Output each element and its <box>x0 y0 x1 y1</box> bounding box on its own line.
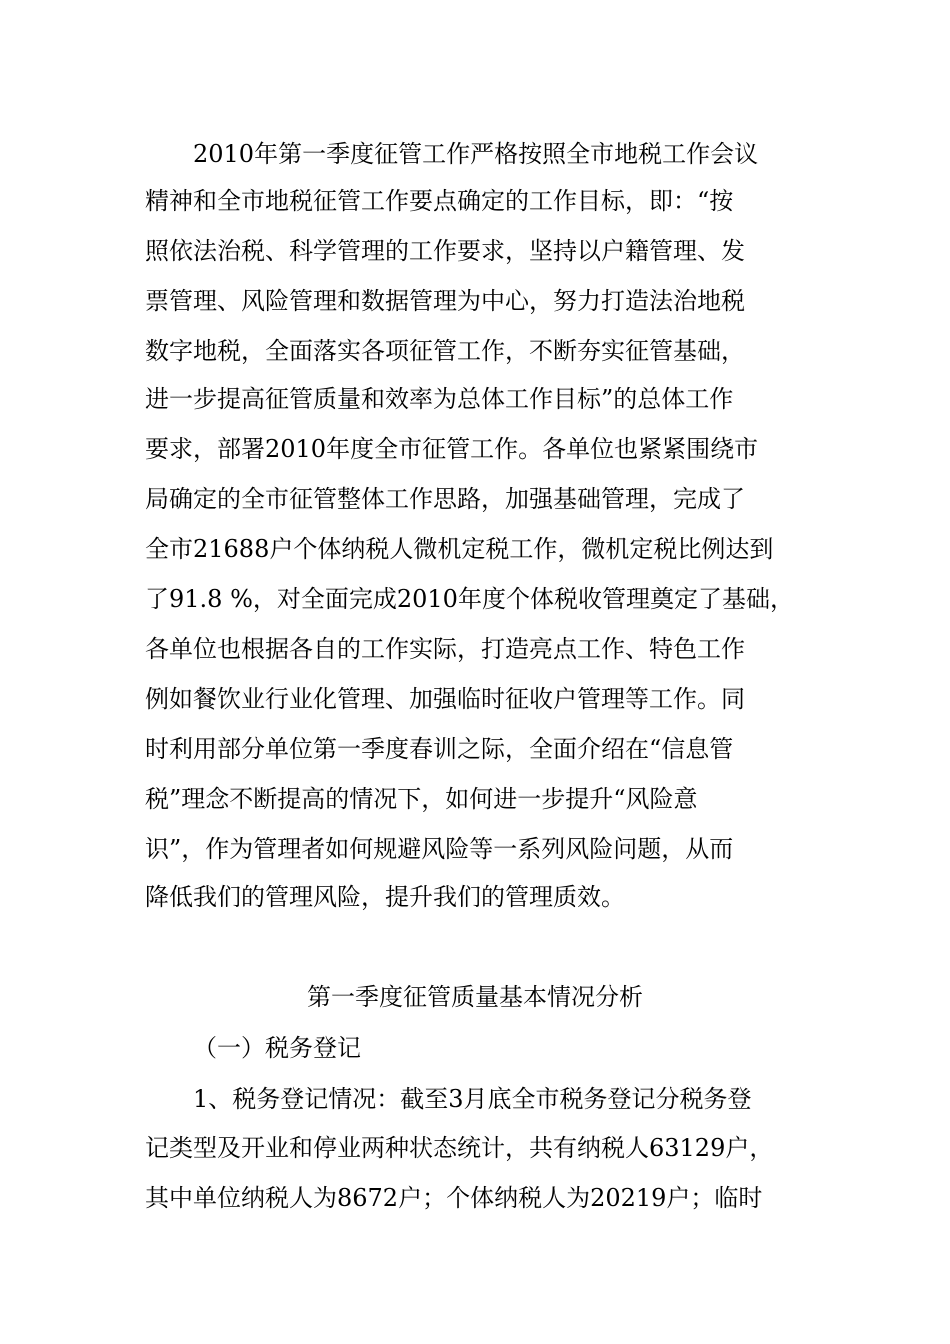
paragraph-line: 税”理念不断提高的情况下，如何进一步提升“风险意 <box>145 785 698 813</box>
paragraph-line: 记类型及开业和停业两种状态统计，共有纳税人63129户， <box>145 1134 774 1162</box>
section-title: 第一季度征管质量基本情况分析 <box>307 983 643 1011</box>
paragraph-line: 2010年第一季度征管工作严格按照全市地税工作会议 <box>193 140 759 168</box>
paragraph-line: 数字地税，全面落实各项征管工作，不断夯实征管基础， <box>145 337 745 365</box>
paragraph-line: 降低我们的管理风险，提升我们的管理质效。 <box>145 883 625 911</box>
paragraph-line: 识”，作为管理者如何规避风险等一系列风险问题，从而 <box>145 835 734 863</box>
paragraph-line: 其中单位纳税人为8672户；个体纳税人为20219户；临时 <box>145 1184 763 1212</box>
subsection-title: （一）税务登记 <box>193 1034 361 1062</box>
paragraph-line: 局确定的全市征管整体工作思路，加强基础管理，完成了 <box>145 485 745 513</box>
paragraph-line: 1、税务登记情况：截至3月底全市税务登记分税务登 <box>193 1085 752 1113</box>
paragraph-line: 时利用部分单位第一季度春训之际，全面介绍在“信息管 <box>145 735 734 763</box>
paragraph-line: 例如餐饮业行业化管理、加强临时征收户管理等工作。同 <box>145 685 745 713</box>
paragraph-line: 照依法治税、科学管理的工作要求，坚持以户籍管理、发 <box>145 237 745 265</box>
paragraph-line: 各单位也根据各自的工作实际，打造亮点工作、特色工作 <box>145 635 745 663</box>
paragraph-line: 精神和全市地税征管工作要点确定的工作目标，即：“按 <box>145 187 734 215</box>
paragraph-line: 票管理、风险管理和数据管理为中心，努力打造法治地税 <box>145 287 745 315</box>
paragraph-line: 要求，部署2010年度全市征管工作。各单位也紧紧围绕市 <box>145 435 759 463</box>
paragraph-line: 全市21688户个体纳税人微机定税工作，微机定税比例达到 <box>145 535 774 563</box>
paragraph-line: 进一步提高征管质量和效率为总体工作目标”的总体工作 <box>145 385 734 413</box>
paragraph-line: 了91.8 %，对全面完成2010年度个体税收管理奠定了基础， <box>145 585 794 613</box>
